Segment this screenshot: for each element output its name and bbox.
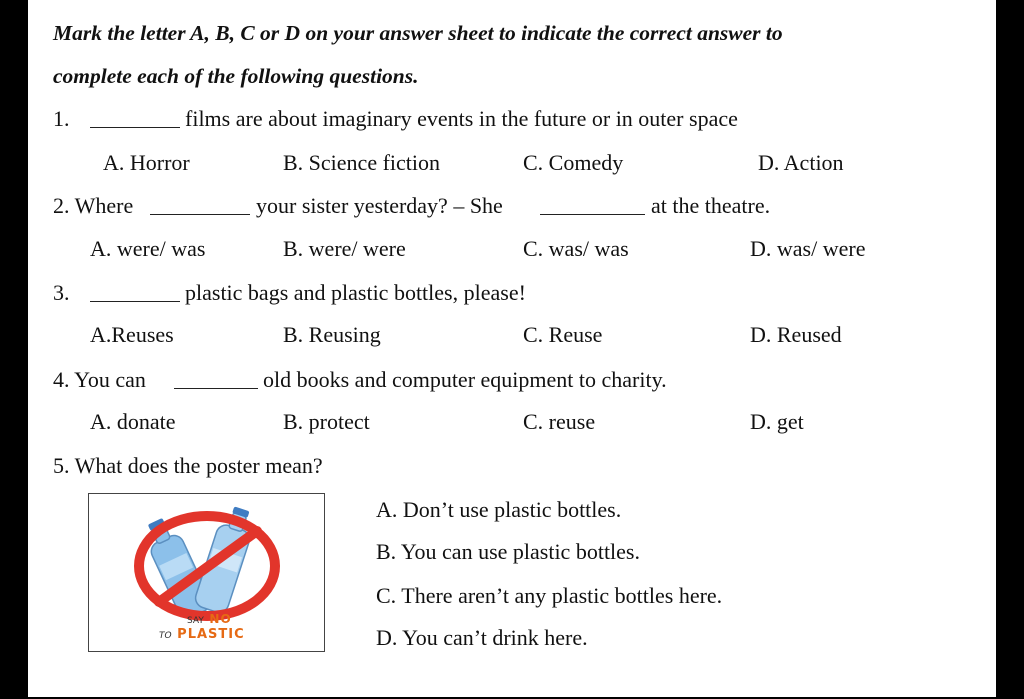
instructions-line-2: complete each of the following questions.	[53, 64, 419, 88]
question-3-blank	[90, 301, 180, 302]
question-5-option-b: B. You can use plastic bottles.	[376, 539, 640, 564]
question-1-option-d: D. Action	[758, 150, 844, 175]
question-2-option-d: D. was/ were	[750, 236, 866, 261]
question-4-option-c: C. reuse	[523, 409, 596, 434]
question-3-option-a: A.Reuses	[90, 322, 174, 347]
question-1-option-a: A. Horror	[103, 150, 190, 175]
question-2-blank-2	[540, 214, 645, 215]
poster-slogan	[159, 612, 245, 642]
question-2-blank-1	[150, 214, 250, 215]
question-4-blank	[174, 388, 258, 389]
question-5-option-c: C. There aren’t any plastic bottles here.	[376, 583, 723, 608]
question-2-number: 2. Where	[53, 193, 134, 218]
question-4-number: 4. You can	[53, 367, 146, 392]
question-4-option-d: D. get	[750, 409, 804, 434]
poster-say-label: SAY	[187, 616, 204, 626]
question-3-text: plastic bags and plastic bottles, please!	[185, 280, 526, 305]
question-5-option-d: D. You can’t drink here.	[376, 625, 588, 650]
question-2-option-b: B. were/ were	[283, 236, 406, 261]
worksheet-page	[28, 0, 996, 697]
question-1-text: films are about imaginary events in the future or in outer space	[185, 106, 738, 131]
question-5-option-a: A. Don’t use plastic bottles.	[376, 497, 622, 522]
poster-plastic-label: PLASTIC	[177, 627, 245, 642]
say-no-to-plastic-poster	[88, 493, 325, 652]
question-1-number: 1.	[53, 106, 70, 131]
question-1-option-c: C. Comedy	[523, 150, 624, 175]
question-2-text-2: at the theatre.	[651, 193, 771, 218]
instructions-line-1: Mark the letter A, B, C or D on your answer sheet to indicate the correct answer to	[53, 21, 783, 45]
question-5-text: 5. What does the poster mean?	[53, 453, 323, 478]
question-2-option-a: A. were/ was	[90, 236, 206, 261]
question-1-blank	[90, 127, 180, 128]
question-3-option-d: D. Reused	[750, 322, 842, 347]
question-2-option-c: C. was/ was	[523, 236, 629, 261]
question-2-text-1: your sister yesterday? – She	[256, 193, 503, 218]
poster-no-label: NO	[209, 612, 232, 626]
question-3-number: 3.	[53, 280, 70, 305]
question-3-option-c: C. Reuse	[523, 322, 603, 347]
question-4-option-b: B. protect	[283, 409, 370, 434]
question-4-option-a: A. donate	[90, 409, 176, 434]
poster-to-label: TO	[159, 631, 172, 641]
question-4-text: old books and computer equipment to charity.	[263, 367, 667, 392]
question-1-option-b: B. Science fiction	[283, 150, 441, 175]
question-3-option-b: B. Reusing	[283, 322, 381, 347]
